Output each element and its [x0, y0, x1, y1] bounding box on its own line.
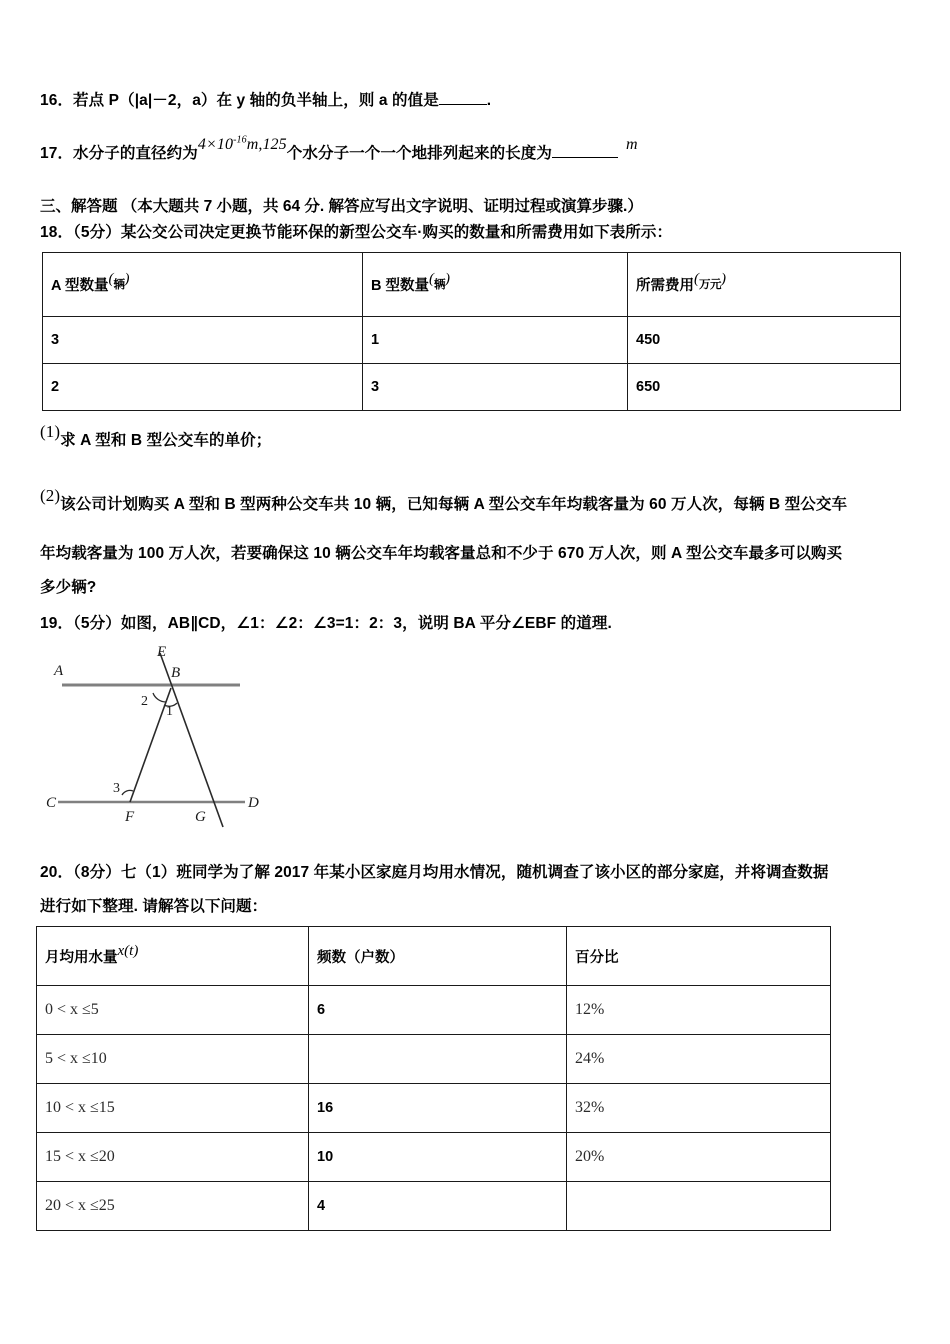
figure-angle-1: 1	[166, 704, 173, 719]
q20-text-1: 七（1）班同学为了解 2017 年某小区家庭月均用水情况，随机调查了该小区的部分家庭，并将调查数据	[120, 864, 829, 881]
cell-percentage	[567, 1182, 831, 1231]
question-18-stem	[40, 222, 672, 244]
cell-percentage: 20%	[567, 1133, 831, 1182]
q17-number: 17．	[40, 145, 74, 162]
table-row	[37, 986, 831, 1035]
q16-text: 若点 P（|a|－2，a）在 y 轴的负半轴上，则 a 的值是	[73, 92, 439, 109]
header-cell-frequency: 频数（户数）	[309, 927, 567, 986]
question-20-line-2: 进行如下整理. 请解答以下问题：	[40, 898, 268, 915]
table-row	[43, 317, 901, 364]
q18-stem-text: 某公交公司决定更换节能环保的新型公交车·购买的数量和所需费用如下表所示：	[120, 224, 673, 241]
cell-frequency: 10	[309, 1133, 567, 1182]
q19-score: （5分）	[73, 615, 121, 632]
q16-period: .	[486, 92, 492, 109]
cell-frequency: 6	[309, 986, 567, 1035]
cell-cost: 450	[628, 317, 901, 364]
figure-label-e: E	[157, 645, 167, 660]
figure-label-c: C	[46, 795, 57, 811]
header-b-unit: $(_辆)$	[429, 271, 450, 291]
question-16	[40, 90, 491, 112]
figure-label-b: B	[171, 665, 181, 681]
question-19-stem	[40, 613, 612, 635]
header-cell-cost	[628, 253, 901, 317]
cell-cost: 650	[628, 364, 901, 411]
q17-formula-base: 4×10	[197, 136, 234, 153]
question-18-part-1	[40, 422, 272, 453]
q17-formula-exponent: -16	[233, 134, 247, 146]
cell-range: 10 < x ≤15	[37, 1084, 309, 1133]
figure-angle-2: 2	[141, 694, 148, 709]
q16-number: 16．	[40, 92, 74, 109]
header-usage-variable: x	[117, 942, 125, 959]
cell-range: 5 < x ≤10	[37, 1035, 309, 1084]
q18-part1-marker: (1)	[40, 422, 61, 441]
table-row	[37, 1133, 831, 1182]
cell-percentage: 12%	[567, 986, 831, 1035]
header-cost-main: 所需费用	[636, 278, 694, 294]
q18-part2-text-1: 该公司计划购买 A 型和 B 型两种公交车共 10 辆，已知每辆 A 型公交车年均载客量为 60 万人次，每辆 B 型公交车	[60, 496, 848, 513]
figure-label-d: D	[248, 795, 259, 811]
header-cell-usage	[37, 927, 309, 986]
angle-arc-3	[122, 790, 133, 795]
question-20-line-1	[40, 862, 828, 884]
cell-range: 20 < x ≤25	[37, 1182, 309, 1231]
header-cell-b-count	[363, 253, 628, 317]
bus-purchase-table	[42, 252, 901, 411]
water-usage-table	[36, 926, 831, 1231]
question-17	[40, 134, 638, 165]
geometry-figure-q19	[40, 645, 270, 840]
table-header-row	[43, 253, 901, 317]
q17-text-before: 水分子的直径约为	[73, 145, 198, 162]
table-row	[37, 1084, 831, 1133]
question-18-part-2-line-3: 多少辆?	[40, 579, 97, 596]
header-cell-percentage: 百分比	[567, 927, 831, 986]
figure-label-a: A	[54, 663, 64, 679]
q18-score: （5分）	[73, 224, 121, 241]
table-row	[43, 364, 901, 411]
cell-a-count: 3	[43, 317, 363, 364]
header-cost-unit: $(_{万元})$	[694, 271, 726, 291]
q20-number: 20．	[40, 864, 74, 881]
cell-b-count: 3	[363, 364, 628, 411]
q19-text: 如图，AB∥CD，∠1：∠2：∠3=1：2：3，说明 BA 平分∠EBF 的道理.	[120, 615, 612, 632]
cell-frequency	[309, 1035, 567, 1084]
figure-label-g: G	[195, 809, 206, 825]
cell-percentage: 24%	[567, 1035, 831, 1084]
table-header-row	[37, 927, 831, 986]
cell-percentage: 32%	[567, 1084, 831, 1133]
q18-number: 18．	[40, 224, 74, 241]
header-b-main: B 型数量	[371, 278, 429, 294]
header-a-main: A 型数量	[51, 278, 109, 294]
q18-part1-text: 求 A 型和 B 型公交车的单价；	[60, 432, 272, 449]
cell-range: 0 < x ≤5	[37, 986, 309, 1035]
table-row	[37, 1182, 831, 1231]
header-usage-main: 月均用水量	[45, 949, 118, 966]
q17-text-mid: 个水分子一个一个地排列起来的长度为	[286, 145, 552, 162]
cell-b-count: 1	[363, 317, 628, 364]
q17-answer-blank[interactable]	[552, 157, 618, 158]
q17-formula-tail: m,125	[246, 136, 287, 153]
q17-formula	[198, 136, 287, 153]
question-18-part-2-line-1	[40, 486, 848, 517]
q16-answer-blank[interactable]	[439, 104, 487, 105]
figure-angle-3: 3	[113, 781, 120, 796]
q18-part2-marker: (2)	[40, 486, 61, 505]
cell-range: 15 < x ≤20	[37, 1133, 309, 1182]
section-3-title: 三、解答题 （本大题共 7 小题，共 64 分. 解答应写出文字说明、证明过程或演算步骤.）	[40, 198, 643, 215]
q17-unit: m	[625, 136, 638, 153]
header-cell-a-count	[43, 253, 363, 317]
q19-number: 19．	[40, 615, 74, 632]
table-row	[37, 1035, 831, 1084]
header-usage-unit: (t)	[124, 942, 139, 959]
header-a-unit: $(_辆)$	[108, 271, 130, 291]
question-18-part-2-line-2: 年均载客量为 100 万人次，若要确保这 10 辆公交车年均载客量总和不少于 670 万人次，则 A 型公交车最多可以购买	[40, 545, 843, 562]
header-usage-math	[118, 943, 139, 959]
cell-a-count: 2	[43, 364, 363, 411]
angle-arc-2	[153, 693, 166, 702]
cell-frequency: 4	[309, 1182, 567, 1231]
q20-score: （8分）	[73, 864, 121, 881]
cell-frequency: 16	[309, 1084, 567, 1133]
figure-label-f: F	[125, 809, 135, 825]
